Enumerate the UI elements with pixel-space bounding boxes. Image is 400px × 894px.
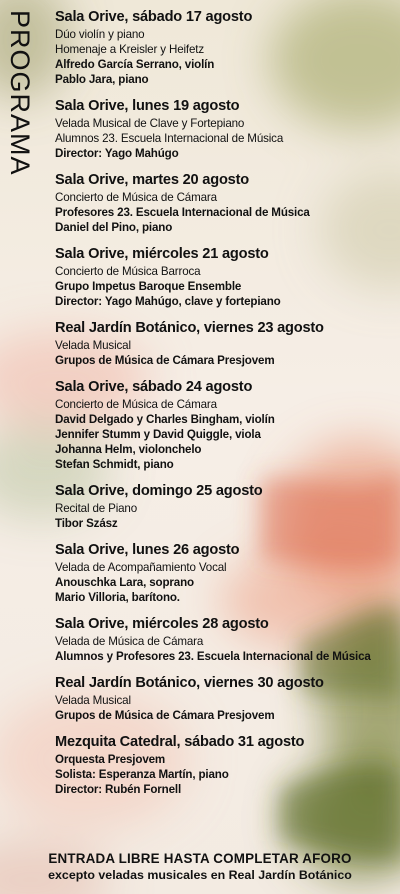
event-description: Homenaje a Kreisler y Heifetz xyxy=(55,43,205,56)
event-block xyxy=(55,483,392,531)
free-entry-notice: ENTRADA LIBRE HASTA COMPLETAR AFORO xyxy=(48,851,352,866)
event-performer: Anouschka Lara, soprano xyxy=(55,576,194,589)
event-venue-date: Mezquita Catedral, sábado 31 agosto xyxy=(55,734,305,750)
footer xyxy=(0,850,400,883)
event-description: Velada Musical xyxy=(55,694,131,707)
vertical-title xyxy=(6,10,46,210)
event-performer: David Delgado y Charles Bingham, violín xyxy=(55,413,275,426)
event-performer: Alfredo García Serrano, violín xyxy=(55,58,215,71)
event-performer: Mario Villoria, barítono. xyxy=(55,591,180,604)
event-venue-date: Sala Orive, lunes 19 agosto xyxy=(55,98,240,114)
event-venue-date: Sala Orive, lunes 26 agosto xyxy=(55,542,240,558)
exception-notice: excepto veladas musicales en Real Jardín Botánico xyxy=(48,868,352,882)
event-description: Concierto de Música de Cámara xyxy=(55,398,217,411)
event-description: Concierto de Música de Cámara xyxy=(55,191,217,204)
event-block xyxy=(55,9,392,87)
event-performer: Pablo Jara, piano xyxy=(55,73,149,86)
event-venue-date: Sala Orive, sábado 17 agosto xyxy=(55,9,253,25)
event-performer: Grupos de Música de Cámara Presjovem xyxy=(55,354,275,367)
event-performer: Grupo Impetus Baroque Ensemble xyxy=(55,280,242,293)
event-description: Recital de Piano xyxy=(55,502,138,515)
event-block xyxy=(55,542,392,605)
event-venue-date: Sala Orive, miércoles 28 agosto xyxy=(55,616,269,632)
event-performer: Johanna Helm, violonchelo xyxy=(55,443,202,456)
event-performer: Stefan Schmidt, piano xyxy=(55,458,174,471)
event-venue-date: Sala Orive, domingo 25 agosto xyxy=(55,483,263,499)
event-performer: Director: Yago Mahúgo, clave y fortepiano xyxy=(55,295,281,308)
event-description: Velada de Acompañamiento Vocal xyxy=(55,561,227,574)
event-block xyxy=(55,734,392,797)
event-block xyxy=(55,172,392,235)
event-description: Velada Musical de Clave y Fortepiano xyxy=(55,117,245,130)
event-performer: Alumnos y Profesores 23. Escuela Internacional de Música xyxy=(55,650,371,663)
event-block xyxy=(55,98,392,161)
event-performer: Profesores 23. Escuela Internacional de Música xyxy=(55,206,310,219)
event-description: Concierto de Música Barroca xyxy=(55,265,201,278)
event-block xyxy=(55,320,392,368)
event-performer: Orquesta Presjovem xyxy=(55,753,166,766)
event-block xyxy=(55,246,392,309)
event-performer: Jennifer Stumm y David Quiggle, viola xyxy=(55,428,261,441)
event-performer: Solista: Esperanza Martín, piano xyxy=(55,768,229,781)
event-venue-date: Real Jardín Botánico, viernes 30 agosto xyxy=(55,675,324,691)
event-performer: Daniel del Pino, piano xyxy=(55,221,173,234)
event-venue-date: Sala Orive, miércoles 21 agosto xyxy=(55,246,269,262)
event-block xyxy=(55,675,392,723)
event-performer: Grupos de Música de Cámara Presjovem xyxy=(55,709,275,722)
event-venue-date: Sala Orive, martes 20 agosto xyxy=(55,172,249,188)
event-venue-date: Real Jardín Botánico, viernes 23 agosto xyxy=(55,320,324,336)
event-description: Alumnos 23. Escuela Internacional de Música xyxy=(55,132,284,145)
program-list xyxy=(55,9,392,808)
event-block xyxy=(55,616,392,664)
event-description: Dúo violín y piano xyxy=(55,28,145,41)
event-performer: Tibor Szász xyxy=(55,517,118,530)
event-block xyxy=(55,379,392,472)
event-performer: Director: Yago Mahúgo xyxy=(55,147,179,160)
event-description: Velada de Música de Cámara xyxy=(55,635,204,648)
event-venue-date: Sala Orive, sábado 24 agosto xyxy=(55,379,253,395)
event-performer: Director: Rubén Fornell xyxy=(55,783,182,796)
programa-heading: PROGRAMA xyxy=(5,10,35,176)
event-description: Velada Musical xyxy=(55,339,131,352)
